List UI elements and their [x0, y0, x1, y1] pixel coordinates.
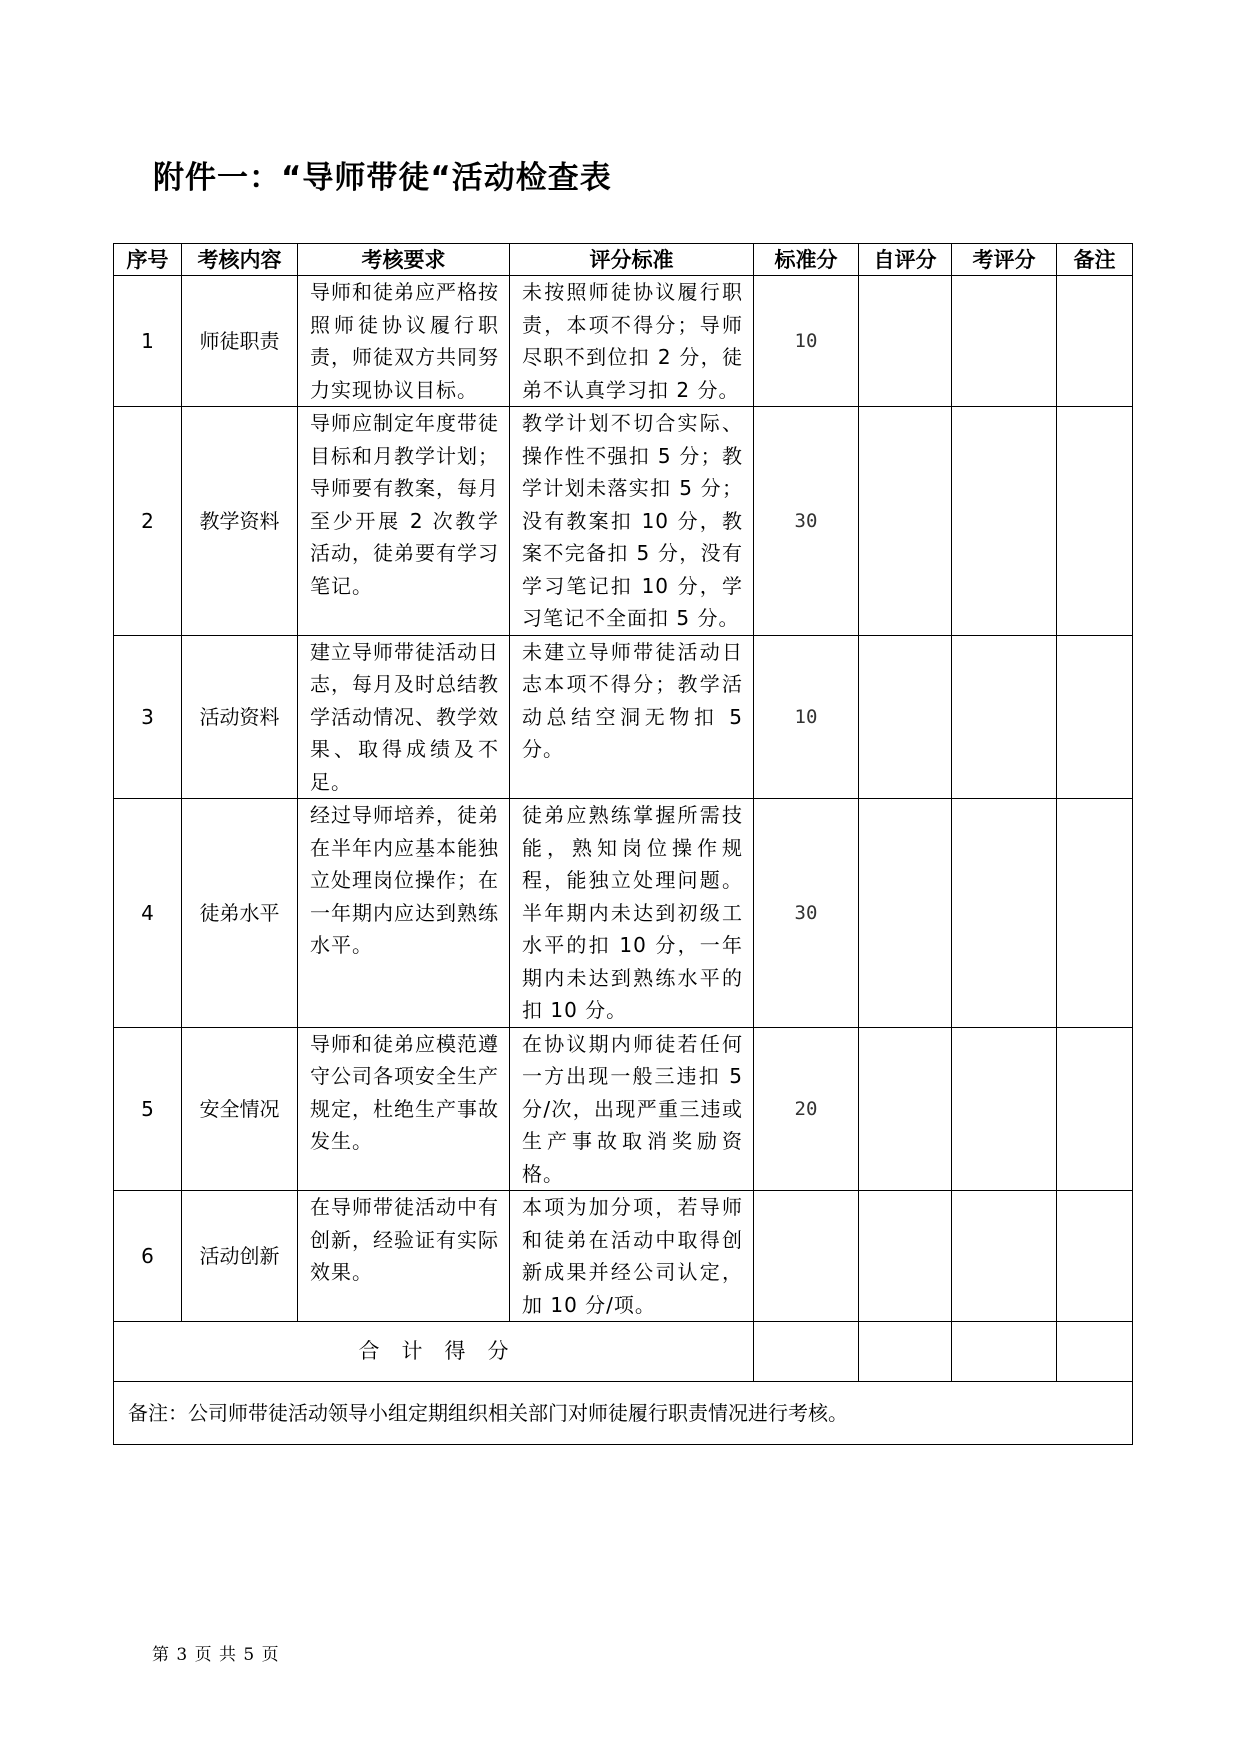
- row-standard-score: 20: [754, 1027, 859, 1191]
- row-no: 4: [114, 799, 182, 1028]
- table-row: [114, 799, 1133, 1028]
- table-row: [114, 1027, 1133, 1191]
- row-requirement: 导师和徒弟应模范遵守公司各项安全生产规定，杜绝生产事故发生。: [298, 1027, 510, 1191]
- row-self-score: [859, 635, 952, 799]
- row-no: 3: [114, 635, 182, 799]
- total-label: 合计得分: [114, 1322, 754, 1382]
- header-standard-score: 标准分: [754, 244, 859, 276]
- header-review-score: 考评分: [952, 244, 1057, 276]
- row-criteria: 未建立导师带徒活动日志本项不得分；教学活动总结空洞无物扣 5 分。: [510, 635, 754, 799]
- row-requirement: 在导师带徒活动中有创新，经验证有实际效果。: [298, 1191, 510, 1322]
- row-requirement: 导师应制定年度带徒目标和月教学计划；导师要有教案，每月至少开展 2 次教学活动，徒弟要有学习笔记。: [298, 407, 510, 636]
- row-standard-score: 10: [754, 635, 859, 799]
- row-no: 2: [114, 407, 182, 636]
- total-self-score: [859, 1322, 952, 1382]
- row-remark: [1057, 1027, 1133, 1191]
- row-self-score: [859, 407, 952, 636]
- header-self-score: 自评分: [859, 244, 952, 276]
- table-row: [114, 276, 1133, 407]
- table-row: [114, 1191, 1133, 1322]
- row-requirement: 建立导师带徒活动日志，每月及时总结教学活动情况、教学效果、取得成绩及不足。: [298, 635, 510, 799]
- row-criteria: 未按照师徒协议履行职责，本项不得分；导师尽职不到位扣 2 分，徒弟不认真学习扣 2 分。: [510, 276, 754, 407]
- row-self-score: [859, 799, 952, 1028]
- header-criteria: 评分标准: [510, 244, 754, 276]
- table-header-row: [114, 244, 1133, 276]
- row-criteria: 在协议期内师徒若任何一方出现一般三违扣 5 分/次，出现严重三违或生产事故取消奖励资格。: [510, 1027, 754, 1191]
- total-standard-score: [754, 1322, 859, 1382]
- row-standard-score: [754, 1191, 859, 1322]
- row-review-score: [952, 276, 1057, 407]
- page-number: 第 3 页 共 5 页: [152, 1645, 280, 1665]
- row-standard-score: 10: [754, 276, 859, 407]
- row-item: 活动创新: [182, 1191, 298, 1322]
- row-self-score: [859, 1191, 952, 1322]
- row-remark: [1057, 1191, 1133, 1322]
- row-no: 6: [114, 1191, 182, 1322]
- table-note: 备注：公司师带徒活动领导小组定期组织相关部门对师徒履行职责情况进行考核。: [114, 1382, 1133, 1445]
- header-no: 序号: [114, 244, 182, 276]
- row-self-score: [859, 276, 952, 407]
- row-criteria: 徒弟应熟练掌握所需技能，熟知岗位操作规程，能独立处理问题。半年期内未达到初级工水平的扣 10 分，一年期内未达到熟练水平的扣 10 分。: [510, 799, 754, 1028]
- row-review-score: [952, 1191, 1057, 1322]
- table-row: [114, 635, 1133, 799]
- row-item: 徒弟水平: [182, 799, 298, 1028]
- inspection-table: [113, 243, 1133, 1445]
- header-requirement: 考核要求: [298, 244, 510, 276]
- row-criteria: 本项为加分项，若导师和徒弟在活动中取得创新成果并经公司认定，加 10 分/项。: [510, 1191, 754, 1322]
- row-item: 教学资料: [182, 407, 298, 636]
- row-requirement: 导师和徒弟应严格按照师徒协议履行职责，师徒双方共同努力实现协议目标。: [298, 276, 510, 407]
- row-review-score: [952, 635, 1057, 799]
- row-criteria: 教学计划不切合实际、操作性不强扣 5 分；教学计划未落实扣 5 分；没有教案扣 10 分，教案不完备扣 5 分，没有学习笔记扣 10 分，学习笔记不全面扣 5 分。: [510, 407, 754, 636]
- page-title: 附件一：“导师带徒“活动检查表: [153, 160, 612, 196]
- row-no: 1: [114, 276, 182, 407]
- row-standard-score: 30: [754, 799, 859, 1028]
- total-remark: [1057, 1322, 1133, 1382]
- header-item: 考核内容: [182, 244, 298, 276]
- row-item: 师徒职责: [182, 276, 298, 407]
- row-remark: [1057, 407, 1133, 636]
- row-item: 安全情况: [182, 1027, 298, 1191]
- row-remark: [1057, 635, 1133, 799]
- header-remark: 备注: [1057, 244, 1133, 276]
- table-row: [114, 407, 1133, 636]
- note-row: [114, 1382, 1133, 1445]
- row-remark: [1057, 799, 1133, 1028]
- total-row: [114, 1322, 1133, 1382]
- row-review-score: [952, 1027, 1057, 1191]
- row-remark: [1057, 276, 1133, 407]
- row-standard-score: 30: [754, 407, 859, 636]
- row-no: 5: [114, 1027, 182, 1191]
- row-self-score: [859, 1027, 952, 1191]
- row-requirement: 经过导师培养，徒弟在半年内应基本能独立处理岗位操作；在一年期内应达到熟练水平。: [298, 799, 510, 1028]
- row-item: 活动资料: [182, 635, 298, 799]
- row-review-score: [952, 799, 1057, 1028]
- total-review-score: [952, 1322, 1057, 1382]
- row-review-score: [952, 407, 1057, 636]
